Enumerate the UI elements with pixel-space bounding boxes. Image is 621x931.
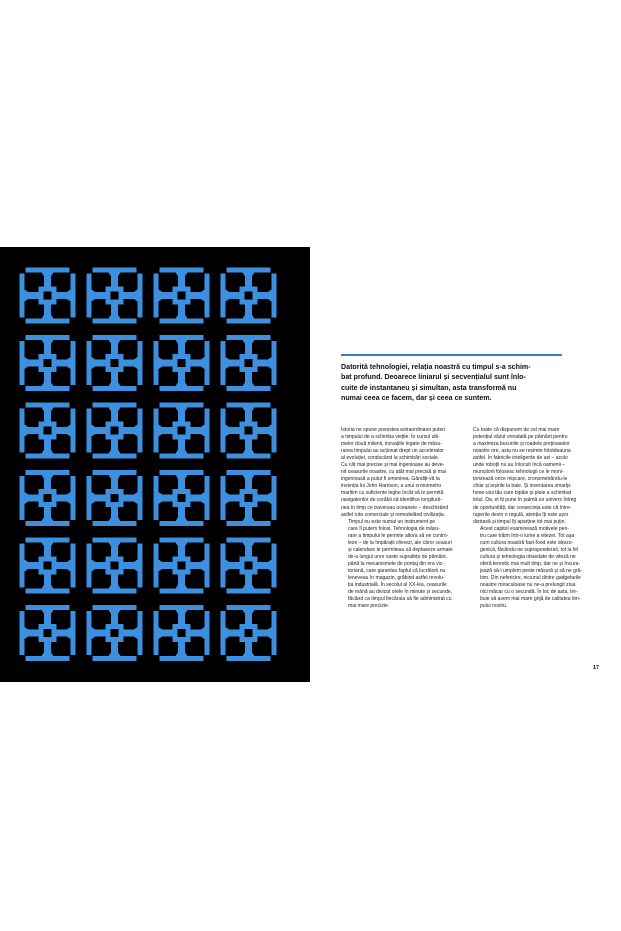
text-line: bim. Din nefericire, niciunul dintre gadgeturile	[480, 574, 581, 581]
text-line: leneveau în magazin, grăbind astfel revolu-	[348, 574, 445, 581]
text-column-right	[473, 427, 584, 610]
text-line: toriană, care garantau faptul că lucrătorii nu	[348, 567, 446, 574]
text-line: a timpului de a schimba viețile. În cursul ulti-	[341, 434, 440, 441]
text-line: rare a timpului le permite altora să ne contro-	[348, 532, 449, 539]
text-line: cuite de instantaneu și simultan, asta transformă nu	[341, 383, 517, 392]
text-line: unde roboții nu au înlocuit încă oamenii –	[473, 462, 566, 469]
pull-quote-rule	[341, 354, 562, 356]
text-line: până la mecanismele de pontaj din era vic-	[348, 560, 444, 567]
text-line: al evoluției, conducând la schimbări sociale.	[341, 455, 440, 462]
text-page	[310, 247, 621, 682]
cross-tile	[20, 268, 76, 324]
text-line: Timpul nu este numai un instrument pe	[348, 518, 436, 525]
cross-tile	[154, 538, 210, 594]
text-line: făcând ca timpul fiecăruia să fie administrat cu	[348, 596, 452, 603]
pull-quote	[341, 362, 573, 403]
text-line: astfel rute comerciale și remodelând civilizația.	[341, 511, 446, 518]
text-line: care îl putem folosi. Tehnologia de măsu-	[348, 525, 440, 532]
cross-tile	[221, 470, 277, 526]
cross-tile	[87, 335, 143, 391]
text-line: cum cultura noastră fast-food este obezo-	[480, 539, 574, 546]
paragraph	[473, 526, 584, 611]
text-line: tru care trăim într-o lume a vitezei. Tot așa	[480, 532, 575, 539]
text-line: de oportunități, dar consecința este că între-	[473, 504, 572, 511]
cross-tile	[87, 268, 143, 324]
text-line: oferă teoretic mai mult timp, dar ne și încura-	[480, 560, 581, 567]
cross-tile	[154, 268, 210, 324]
cross-tile	[87, 470, 143, 526]
cross-tile	[221, 335, 277, 391]
text-line: Acest capitol examinează motivele pen-	[480, 525, 569, 532]
cross-tile	[87, 403, 143, 459]
text-line: hone-ului tău care bipăie și piuie a schimbat	[473, 490, 572, 497]
text-line: Istoria ne spune povestea extraordinarei puteri	[341, 427, 446, 433]
text-line: distrasă și timpul îți aparține tot mai puțin.	[473, 518, 566, 525]
text-column-left	[341, 427, 452, 610]
text-line: nit ceasurile noastre, cu atât mai precisă și mai	[341, 469, 446, 476]
cross-tile-pattern-illustration	[19, 267, 281, 662]
text-line: de mână au divizat orele în minute și secunde,	[348, 589, 453, 596]
paragraph	[341, 519, 452, 611]
paragraph	[473, 427, 584, 526]
text-line: de-a lungul unor vaste suprafețe de pământ,	[348, 553, 448, 560]
text-line: maritim cu suficiente leghe încât să le permită	[341, 490, 444, 497]
text-line: ția industrială. În secolul al XX-lea, ceasurile	[348, 582, 447, 589]
cross-tile	[20, 470, 76, 526]
text-line: mai mare precizie.	[348, 603, 390, 610]
cross-tile	[154, 605, 210, 661]
text-line: invenția lui John Harrison, a unui cronometru	[341, 483, 442, 490]
text-line: și calendare le permiteau să deplaseze armate	[348, 546, 453, 553]
text-line: buie să avem mai mare grijă de calitatea tim-	[480, 596, 581, 603]
text-line: muncitorii folosesc tehnologii ce le moni-	[473, 469, 564, 476]
text-line: potențial văzut vreodată pe pământ pentru	[473, 434, 568, 441]
text-line: melor două milenii, inovațiile legate de măsu-	[341, 441, 442, 448]
cross-tile	[221, 605, 277, 661]
text-line: ingenioasă a putut fi omenirea. Gândiți-vă la	[341, 476, 440, 483]
text-line: nea în timp ce traversau oceanele – deschizând	[341, 504, 449, 511]
cross-tile	[87, 605, 143, 661]
cross-tile	[154, 335, 210, 391]
text-line: navigatorilor de corăbii să identifice longitudi-	[341, 497, 442, 504]
text-line: pului nostru.	[480, 603, 508, 610]
cross-tile	[221, 403, 277, 459]
text-line: leze – de la împărații chinezi, ale căror ceasuri	[348, 539, 452, 546]
cross-tile	[20, 335, 76, 391]
text-line: jează să-l umplem peste măsură și să ne gră-	[480, 567, 583, 574]
page-number: 17	[593, 665, 600, 671]
text-line: Datorită tehnologiei, relația noastră cu timpul s-a schim-	[341, 363, 531, 371]
text-line: genică, făcându-ne supraponderali, tot la fel	[480, 546, 579, 553]
text-line: nici măcar cu o secundă. În loc de asta, tre-	[480, 589, 578, 596]
text-line: totul. Da, el îți pune în palmă un univers întreg	[473, 497, 577, 504]
text-line: noastre miraculoase nu ne-a prelungit ziua	[480, 582, 576, 589]
text-line: rarea timpului au acționat drept un accelerator	[341, 448, 444, 455]
text-line: ruperile devin o regulă, atenția îți este ușor	[473, 511, 569, 518]
cross-tile	[221, 268, 277, 324]
text-line: numai ceea ce facem, dar și ceea ce suntem.	[341, 393, 492, 402]
cross-tile	[20, 605, 76, 661]
text-line: bat profund. Deoarece liniarul și secvențialul sunt înlo-	[341, 373, 526, 382]
cross-tile	[154, 403, 210, 459]
text-line: cultura și tehnologia obsedate de viteză ne	[480, 553, 576, 560]
cross-tile	[221, 538, 277, 594]
text-line: Cu toate că dispunem de cel mai mare	[473, 427, 560, 433]
text-line: Cu cât mai precise și mai ingenioase au deve-	[341, 462, 445, 469]
cross-tile	[154, 470, 210, 526]
cross-tile	[87, 538, 143, 594]
cross-tile	[20, 403, 76, 459]
text-line: noastre ore, asta nu se resimte întotdeauna	[473, 448, 571, 455]
text-line: a maximiza bucuriile și roadele prețioaselor	[473, 441, 570, 448]
text-line: chiar și ieșirile la baie. Și inventarea smartp-	[473, 483, 572, 490]
cross-tile	[20, 538, 76, 594]
text-line: torizează orice mișcare, cronometrându-le	[473, 476, 568, 483]
illustration-page	[0, 247, 310, 682]
text-line: astfel. În fabricile inteligente de azi – acolo	[473, 455, 568, 462]
paragraph	[341, 427, 452, 519]
